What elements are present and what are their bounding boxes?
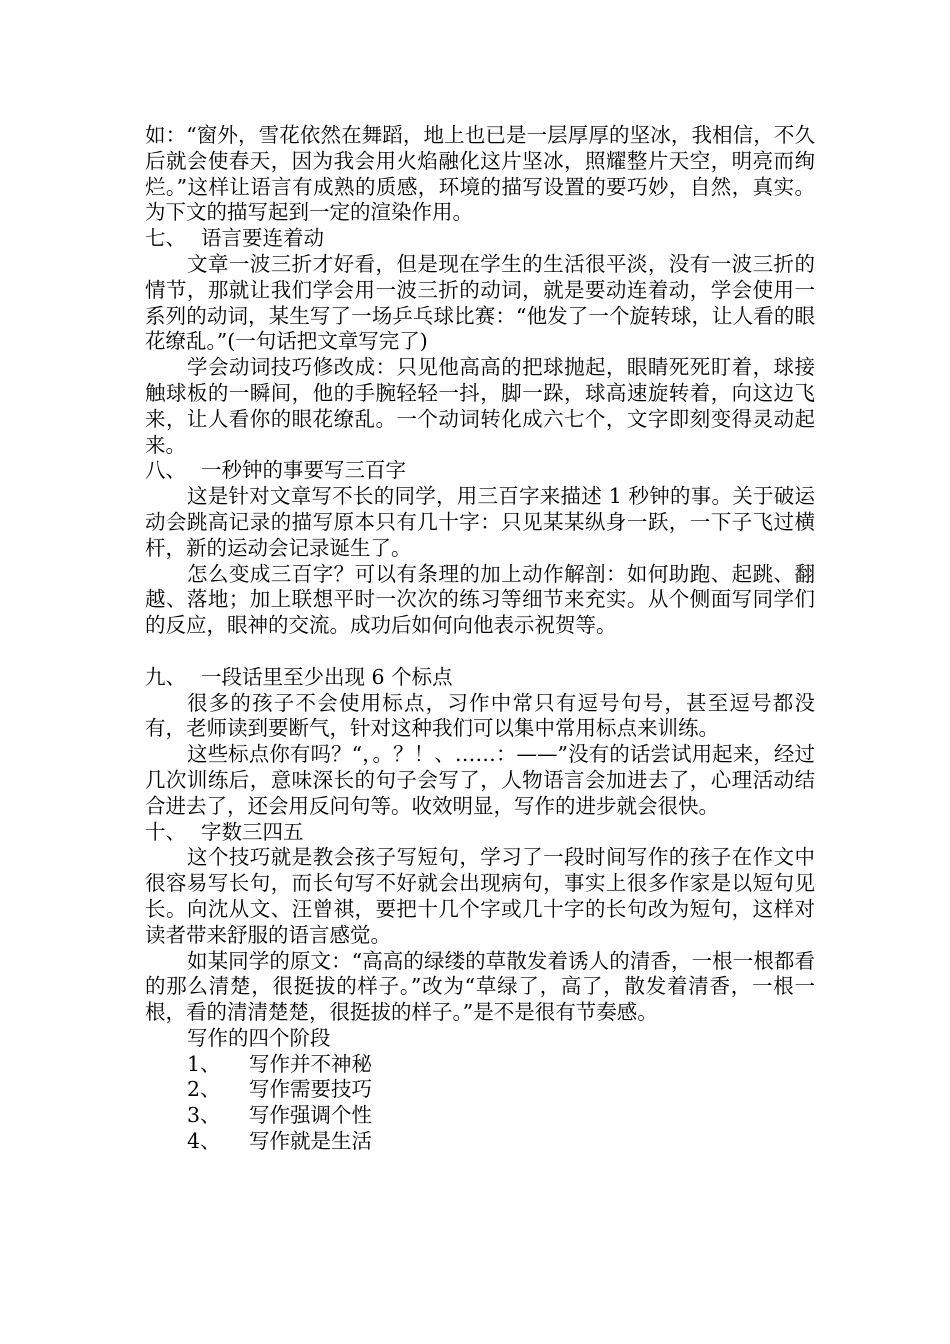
section-title: 一秒钟的事要写三百字 [201, 458, 406, 483]
section-title: 一段话里至少出现 6 个标点 [201, 664, 453, 689]
list-text: 写作就是生活 [249, 1129, 372, 1154]
section-8-paragraph-2: 怎么变成三百字？可以有条理的加上动作解剖：如何助跑、起跳、翻越、落地；加上联想平时一次次的练习等细节来充实。从个侧面写同学们的反应，眼神的交流。成功后如何向他表示祝贺等。 [145, 561, 815, 638]
list-item [145, 1129, 815, 1155]
section-title: 语言要连着动 [201, 226, 324, 251]
section-number: 七、 [145, 226, 186, 251]
list-number: 1、 [187, 1051, 221, 1076]
section-heading-7 [145, 226, 815, 252]
document-page [145, 123, 815, 1155]
list-text: 写作需要技巧 [249, 1077, 372, 1102]
section-number: 十、 [145, 819, 186, 844]
section-10-paragraph-2: 如某同学的原文：“高高的绿缕的草散发着诱人的清香，一根一根都看的那么清楚，很挺拔的样子。”改为“草绿了，高了，散发着清香，一根一根，看的清清楚楚，很挺拔的样子。”是不是很有节奏感。 [145, 948, 815, 1025]
list-item [145, 1052, 815, 1078]
stages-title: 写作的四个阶段 [187, 1025, 331, 1050]
section-7-paragraph-2: 学会动词技巧修改成：只见他高高的把球抛起，眼睛死死盯着，球接触球板的一瞬间，他的手腕轻轻一抖，脚一跺，球高速旋转着，向这边飞来，让人看你的眼花缭乱。一个动词转化成六七个，文字即刻变得灵动起来。 [145, 355, 815, 457]
list-number: 4、 [187, 1129, 221, 1154]
section-9-paragraph-2: 这些标点你有吗？“，。？！、……：——”没有的话尝试用起来，经过几次训练后，意味深长的句子会写了，人物语言会加进去了，心理活动结合进去了，还会用反问句等。收效明显，写作的进步就会很快。 [145, 742, 815, 818]
list-number: 2、 [187, 1077, 221, 1102]
section-7-paragraph-1: 文章一波三折才好看，但是现在学生的生活很平淡，没有一波三折的情节，那就让我们学会用一波三折的动词，就是要动连着动，学会使用一系列的动词，某生写了一场乒乓球比赛：“他发了一个旋转球，让人看的眼花缭乱。”(一句话把文章写完了) [145, 251, 815, 354]
section-title: 字数三四五 [201, 819, 304, 844]
section-heading-8 [145, 458, 815, 484]
blank-line [145, 639, 815, 665]
section-8-paragraph-1: 这是针对文章写不长的同学，用三百字来描述 1 秒钟的事。关于破运动会跳高记录的描写原本只有几十字：只见某某纵身一跃，一下子飞过横杆，新的运动会记录诞生了。 [145, 484, 815, 560]
intro-paragraph: 如：“窗外，雪花依然在舞蹈，地上也已是一层厚厚的坚冰，我相信，不久后就会使春天，因为我会用火焰融化这片坚冰，照耀整片天空，明亮而绚烂。”这样让语言有成熟的质感，环境的描写设置的要巧妙，自然，真实。为下文的描写起到一定的渲染作用。 [145, 123, 815, 225]
section-heading-10 [145, 820, 815, 846]
section-number: 九、 [145, 664, 186, 689]
list-number: 3、 [187, 1103, 221, 1128]
section-heading-9 [145, 665, 815, 691]
list-item [145, 1077, 815, 1103]
list-text: 写作强调个性 [249, 1103, 372, 1128]
section-9-paragraph-1: 很多的孩子不会使用标点，习作中常只有逗号句号，甚至逗号都没有，老师读到要断气，针对这种我们可以集中常用标点来训练。 [145, 690, 815, 741]
section-number: 八、 [145, 458, 186, 483]
list-text: 写作并不神秘 [249, 1051, 372, 1076]
list-item [145, 1103, 815, 1129]
section-10-paragraph-1: 这个技巧就是教会孩子写短句，学习了一段时间写作的孩子在作文中很容易写长句，而长句写不好就会出现病句，事实上很多作家是以短句见长。向沈从文、汪曾祺，要把十几个字或几十字的长句改为短句，这样对读者带来舒服的语言感觉。 [145, 845, 815, 947]
